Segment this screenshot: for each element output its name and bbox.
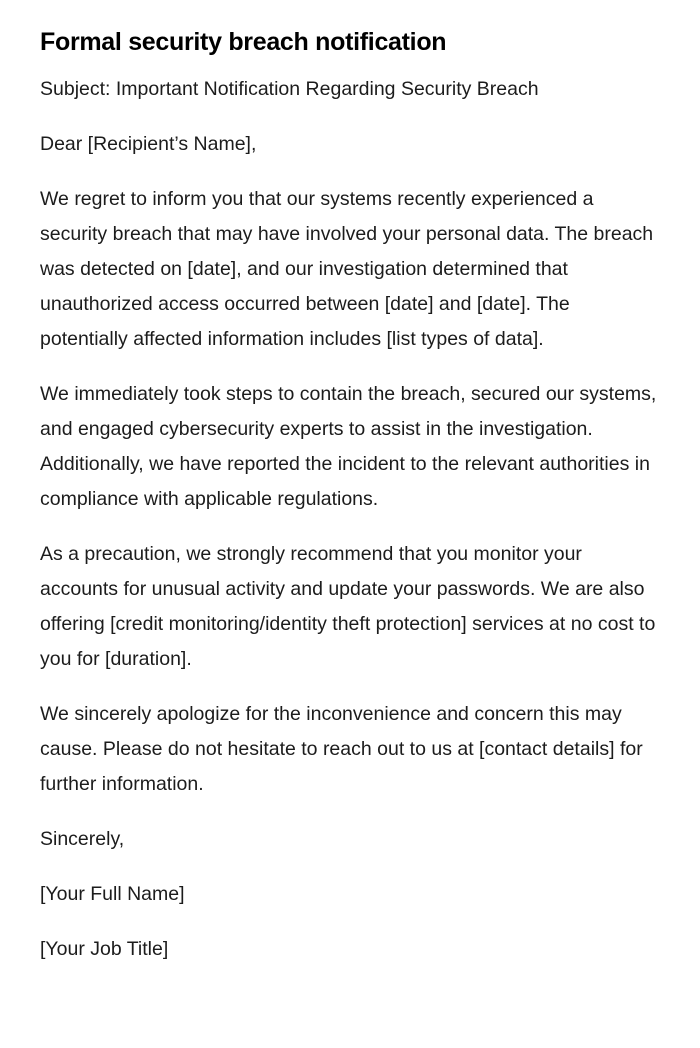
signature-name: [Your Full Name]: [40, 883, 185, 905]
body-paragraph-breach-details: We regret to inform you that our systems recently experienced a security breach that may have involved your personal data. The breach was detected on [date], and our investigation determined that unauthorized access occurred between [date] and [date]. The potentially affected information includes [list types of data].: [40, 188, 654, 350]
body-paragraph-apology: We sincerely apologize for the inconvenience and concern this may cause. Please do not hesitate to reach out to us at [contact details] for further information.: [40, 703, 643, 795]
body-paragraph-response-actions: We immediately took steps to contain the breach, secured our systems, and engaged cybersecurity experts to assist in the investigation. Additionally, we have reported the incident to the relevant authorities in compliance with applicable regulations.: [40, 383, 657, 510]
greeting: Dear [Recipient’s Name],: [40, 133, 257, 155]
subject-line: Subject: Important Notification Regarding Security Breach: [40, 78, 539, 100]
closing: Sincerely,: [40, 828, 125, 850]
body-paragraph-recommendations: As a precaution, we strongly recommend that you monitor your accounts for unusual activity and update your passwords. We are also offering [credit monitoring/identity theft protection] services at no cost to you for [duration].: [40, 543, 656, 670]
signature-title: [Your Job Title]: [40, 938, 169, 960]
document-title: Formal security breach notification: [40, 28, 447, 56]
